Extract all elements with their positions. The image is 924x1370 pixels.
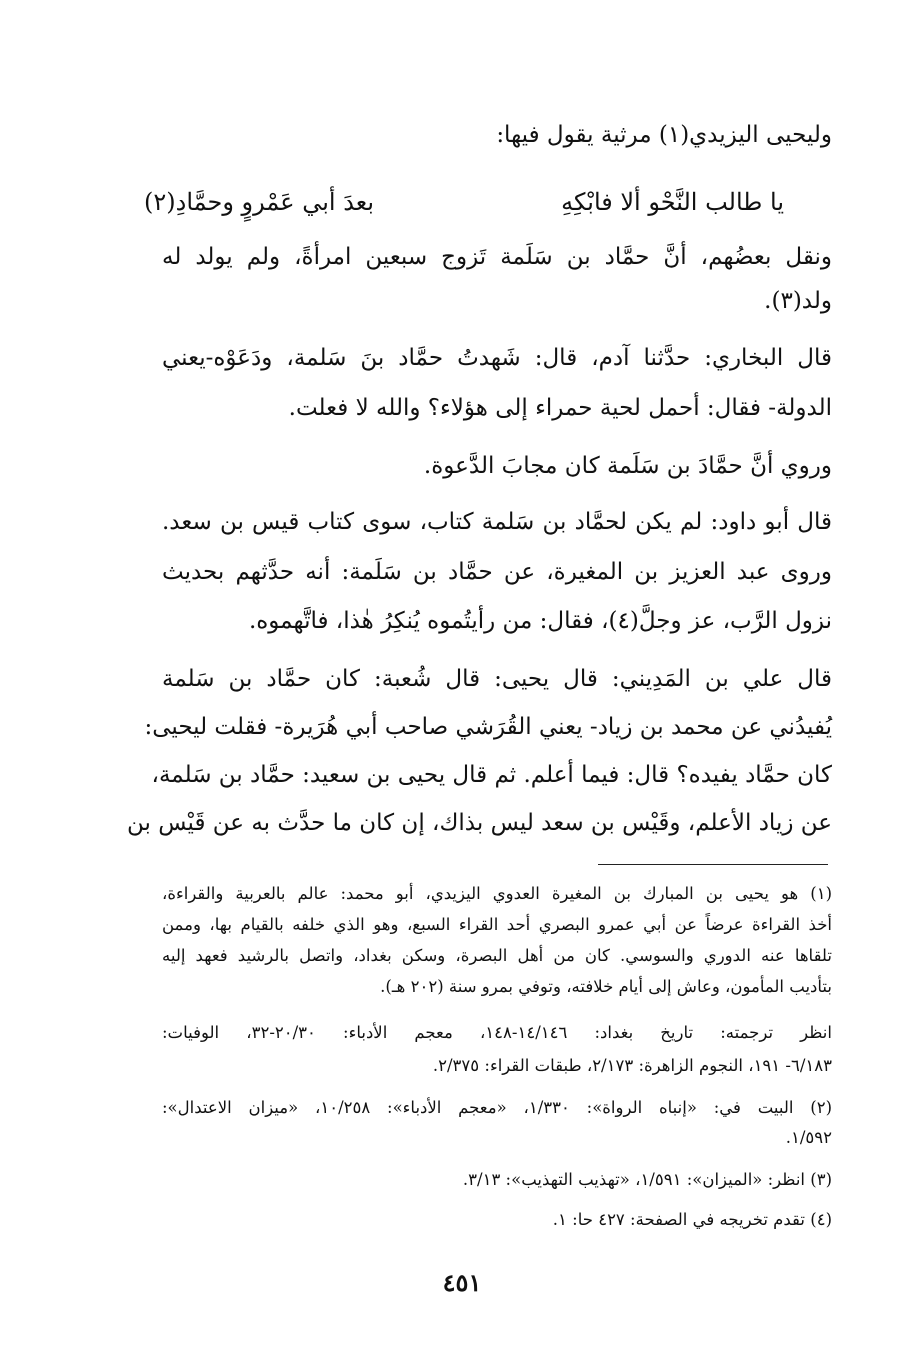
main-text-line: عن زياد الأعلم، وقَيْس بن سعد ليس بذاك، إن كان ما حدَّث به عن قَيْس بن [127,810,832,836]
main-text-line: وروي أنَّ حمَّادَ بن سَلَمة كان مجابَ الدَّعوة. [423,453,832,479]
main-text-line: كان حمَّاد يفيده؟ قال: فيما أعلم. ثم قال يحيى بن سعيد: حمَّاد بن سَلمة، [151,762,832,788]
footnote-line: (٤) تقدم تخريجه في الصفحة: ٤٢٧ حا: ١. [552,1210,832,1229]
main-text-line: قال البخاري: حدَّثنا آدم، قال: شَهدتُ حمَّاد بنَ سَلمة، ودَعَوْه-يعني [162,345,832,371]
footnote-line: (٣) انظر: «الميزان»: ١/٥٩١، «تهذيب التهذيب»: ٣/١٣. [462,1170,832,1189]
main-text-line: قال علي بن المَدِيني: قال يحيى: قال شُعبة: كان حمَّاد بن سَلمة [162,666,832,692]
footnote-line: (١) هو يحيى بن المبارك بن المغيرة العدوي اليزيدي، أبو محمد: عالم بالعربية والقراءة، [162,884,832,903]
footnote-line: بتأديب المأمون، وعاش إلى أيام خلافته، وتوفي بمرو سنة (٢٠٢ هـ). [380,977,832,996]
verse-first-hemistich: يا طالب النَّحْو ألا فابْكِهِ [561,188,784,216]
main-text-line: وليحيى اليزيدي(١) مرثية يقول فيها: [496,122,832,148]
poem-verse [144,188,784,216]
main-text-line: ونقل بعضُهم، أنَّ حمَّاد بن سَلَمة تَزوج سبعين امرأةً، ولم يولد له [162,244,832,270]
footnote-line: (٢) البيت في: «إنباه الرواة»: ١/٣٣٠، «معجم الأدباء»: ١٠/٢٥٨، «ميزان الاعتدال»: [162,1098,833,1117]
main-text-line: نزول الرَّب، عز وجلَّ(٤)، فقال: من رأيتُموه يُنكِرُ هٰذا، فاتَّهموه. [248,608,832,634]
footnote-line: ٦/١٨٣- ١٩١، النجوم الزاهرة: ٢/١٧٣، طبقات القراء: ٢/٣٧٥. [432,1056,832,1075]
main-text-line: وروى عبد العزيز بن المغيرة، عن حمَّاد بن سَلَمة: أنه حدَّثهم بحديث [162,559,832,585]
footnote-separator [598,864,828,865]
verse-second-hemistich: بعدَ أبي عَمْروٍ وحمَّادِ(٢) [144,188,375,216]
footnote-line: تلقاها عنه الدوري والسوسي. كان من أهل البصرة، وسكن بغداد، واتصل بالرشيد فعهد إليه [162,946,832,965]
footnote-line: أخذ القراءة عرضاً عن أبي عمرو البصري أحد القراء السبع، وهو الذي خلفه بالقيام بها، وممن [162,915,832,934]
footnote-line: ١/٥٩٢. [785,1128,832,1147]
main-text-line: ولد(٣). [764,288,832,314]
main-text-line: يُفيدُني عن محمد بن زياد- يعني القُرَشي صاحب أبي هُرَيرة- فقلت ليحيى: [144,714,832,740]
main-text-line: قال أبو داود: لم يكن لحمَّاد بن سَلمة كتاب، سوى كتاب قيس بن سعد. [162,509,832,535]
page-number: ٤٥١ [442,1268,482,1297]
footnote-line: انظر ترجمته: تاريخ بغداد: ١٤/١٤٦-١٤٨، معجم الأدباء: ٢٠/٣٠-٣٢، الوفيات: [162,1023,832,1042]
main-text-line: الدولة- فقال: أحمل لحية حمراء إلى هؤلاء؟ والله لا فعلت. [288,395,832,421]
